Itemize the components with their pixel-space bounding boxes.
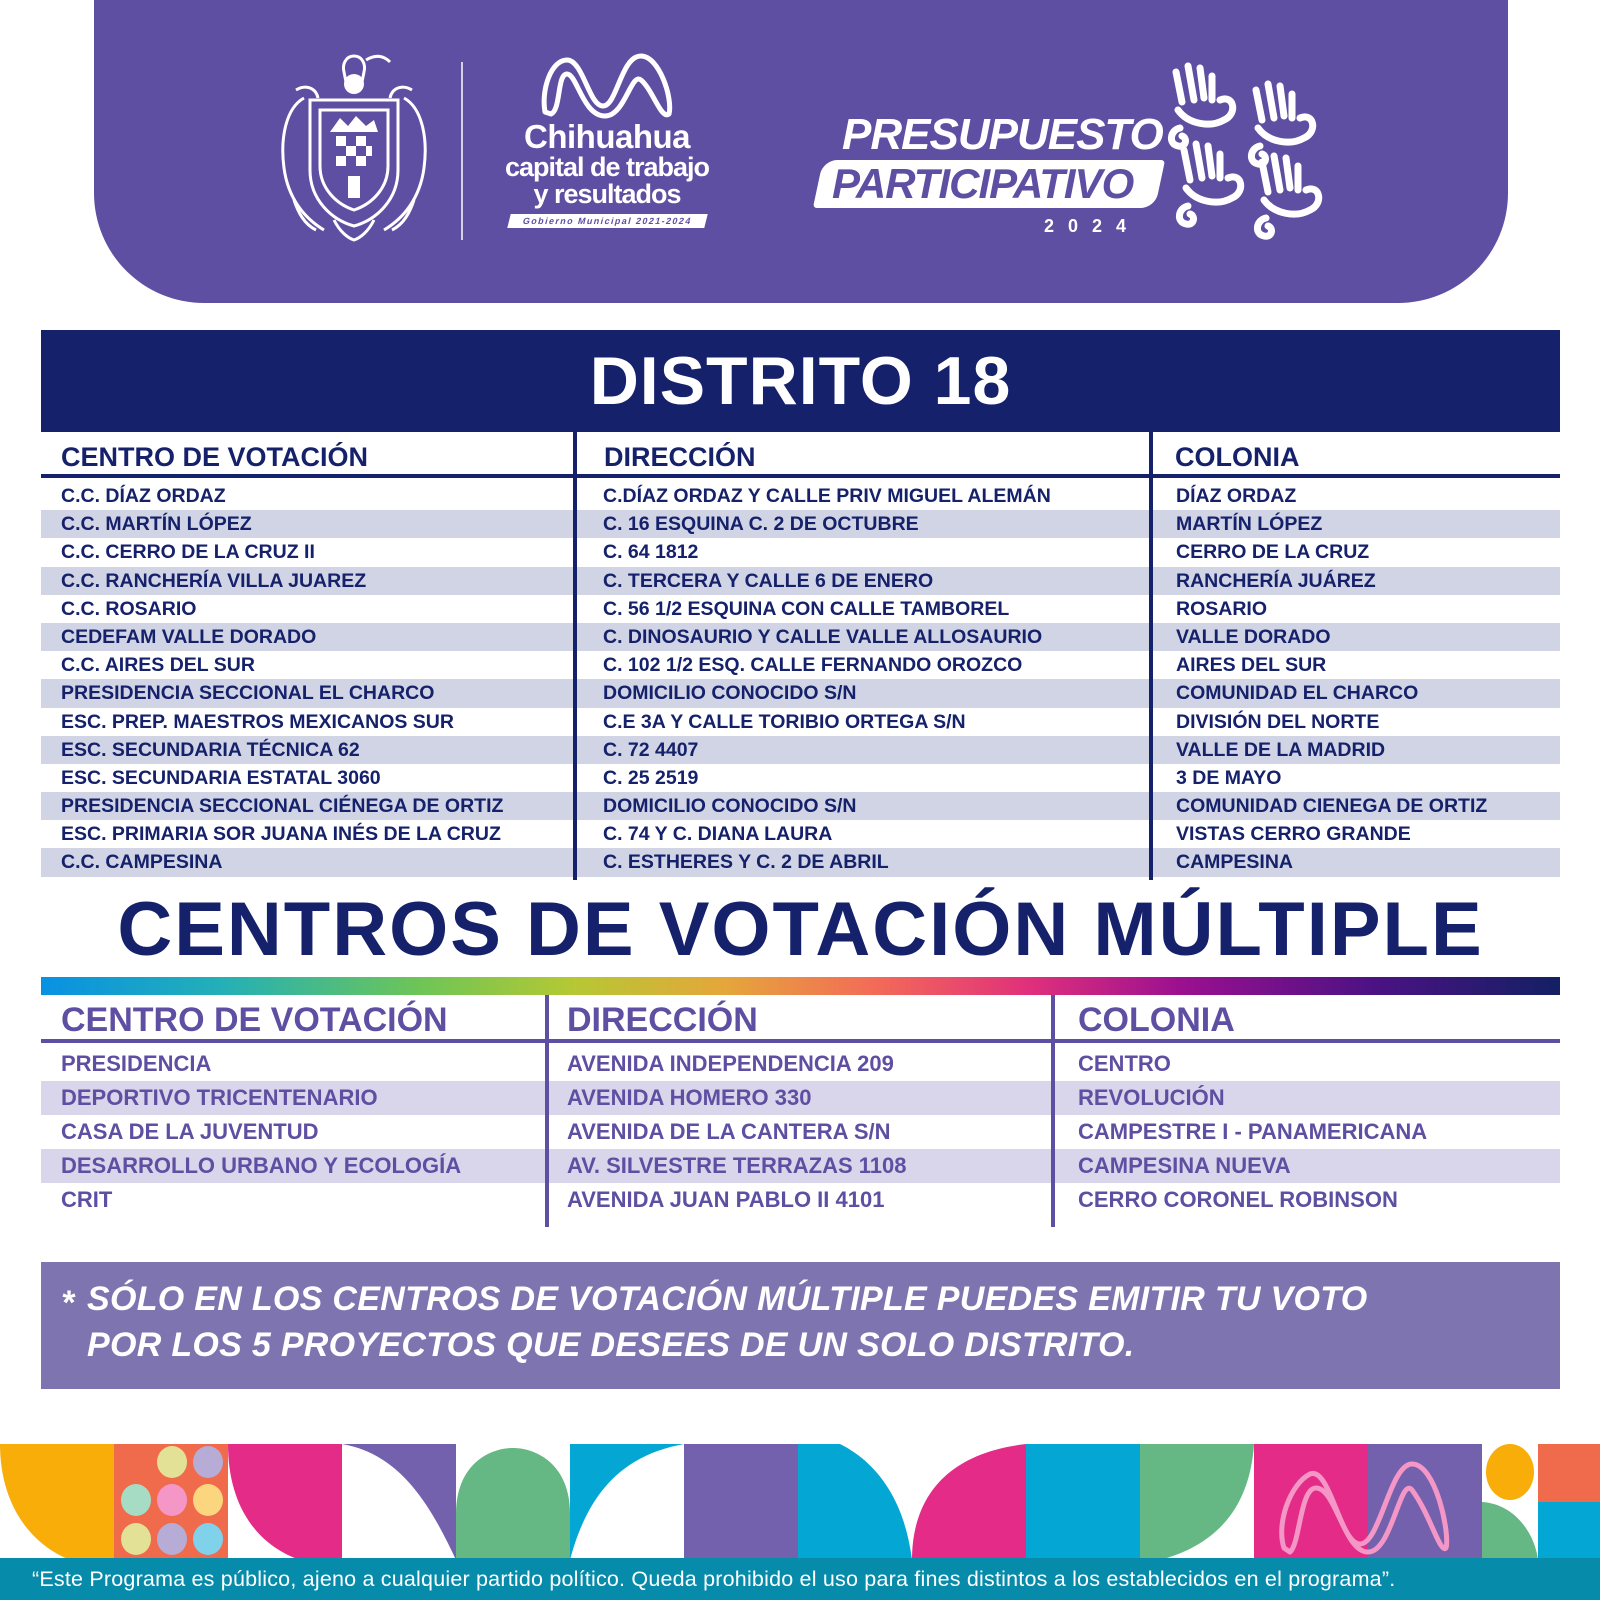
cell-centro: PRESIDENCIA (61, 1051, 212, 1076)
municipal-logo (482, 50, 732, 250)
cell-centro: C.C. CERRO DE LA CRUZ II (61, 541, 315, 564)
district-table (41, 432, 1560, 880)
district-rows (41, 482, 1560, 877)
cell-direccion: AV. SILVESTRE TERRAZAS 1108 (567, 1153, 907, 1178)
table-row (41, 764, 1560, 792)
cell-direccion: C. 56 1/2 ESQUINA CON CALLE TAMBOREL (603, 597, 1010, 620)
cell-direccion: C. 25 2519 (603, 766, 699, 789)
cell-colonia: CAMPESINA (1176, 851, 1294, 874)
table-row (41, 1149, 1560, 1183)
cell-direccion: DOMICILIO CONOCIDO S/N (603, 682, 857, 705)
cell-centro: C.C. DÍAZ ORDAZ (61, 485, 226, 507)
cell-direccion: C. 72 4407 (603, 738, 699, 761)
table-row (41, 651, 1560, 679)
table-row (41, 708, 1560, 736)
table-row (41, 1115, 1560, 1149)
cell-colonia: CERRO CORONEL ROBINSON (1078, 1187, 1398, 1212)
cell-centro: C.C. ROSARIO (61, 597, 197, 620)
column-divider (573, 432, 577, 880)
cell-colonia: DIVISIÓN DEL NORTE (1176, 710, 1380, 733)
cell-direccion: C. ESTHERES Y C. 2 DE ABRIL (603, 851, 889, 874)
column-divider (1149, 432, 1153, 880)
cell-colonia: RANCHERÍA JUÁREZ (1176, 569, 1376, 592)
city-tagline-1: capital de trabajo (504, 152, 710, 182)
cell-colonia: 3 DE MAYO (1176, 766, 1282, 789)
cell-centro: C.C. RANCHERÍA VILLA JUAREZ (61, 569, 367, 592)
column-divider (545, 995, 549, 1227)
cell-direccion: C.DÍAZ ORDAZ Y CALLE PRIV MIGUEL ALEMÁN (603, 485, 1051, 507)
cell-centro: ESC. SECUNDARIA ESTATAL 3060 (61, 766, 381, 789)
table-row (41, 1047, 1560, 1081)
participatory-budget-logo (812, 56, 1332, 246)
city-tagline-2: y resultados (533, 179, 681, 209)
program-title-line1: PRESUPUESTO (842, 110, 1163, 159)
government-label: Gobierno Municipal 2021-2024 (507, 214, 707, 228)
table-row (41, 736, 1560, 764)
table-row (41, 792, 1560, 820)
cell-centro: PRESIDENCIA SECCIONAL CIÉNEGA DE ORTIZ (61, 795, 504, 818)
column-header-direccion: DIRECCIÓN (567, 1001, 758, 1039)
column-divider (1051, 995, 1055, 1227)
cell-centro: CASA DE LA JUVENTUD (61, 1119, 319, 1144)
cell-centro: C.C. CAMPESINA (61, 851, 223, 874)
cell-centro: PRESIDENCIA SECCIONAL EL CHARCO (61, 682, 435, 705)
cell-colonia: CAMPESTRE I - PANAMERICANA (1078, 1119, 1428, 1144)
cell-direccion: C.E 3A Y CALLE TORIBIO ORTEGA S/N (603, 710, 966, 733)
cell-colonia: COMUNIDAD CIENEGA DE ORTIZ (1176, 795, 1488, 818)
cell-colonia: CAMPESINA NUEVA (1078, 1153, 1291, 1178)
table-row (41, 482, 1560, 510)
cell-direccion: C. DINOSAURIO Y CALLE VALLE ALLOSAURIO (603, 625, 1043, 648)
cell-direccion: AVENIDA JUAN PABLO II 4101 (567, 1187, 885, 1212)
table-row (41, 595, 1560, 623)
district-title: DISTRITO 18 (41, 330, 1560, 432)
multiple-centers-note (41, 1262, 1560, 1389)
note-line-2: POR LOS 5 PROYECTOS QUE DESEES DE UN SOLO DISTRITO. (87, 1326, 1135, 1364)
header-divider (461, 62, 463, 240)
table-row (41, 510, 1560, 538)
cell-direccion: AVENIDA HOMERO 330 (567, 1085, 812, 1110)
note-asterisk: * (61, 1284, 75, 1322)
column-header-colonia: COLONIA (1175, 442, 1300, 472)
cell-direccion: C. 102 1/2 ESQ. CALLE FERNANDO OROZCO (603, 654, 1023, 677)
table-row (41, 567, 1560, 595)
multiple-centers-title: CENTROS DE VOTACIÓN MÚLTIPLE (117, 887, 1484, 972)
cell-direccion: C. 74 Y C. DIANA LAURA (603, 823, 833, 846)
column-header-centro: CENTRO DE VOTACIÓN (61, 1001, 448, 1039)
cell-colonia: MARTÍN LÓPEZ (1176, 513, 1323, 536)
city-name: Chihuahua (524, 118, 690, 155)
table-row (41, 623, 1560, 651)
cell-colonia: AIRES DEL SUR (1176, 654, 1327, 677)
program-title-line2: PARTICIPATIVO (832, 160, 1134, 207)
column-header-colonia: COLONIA (1078, 1001, 1235, 1039)
multiple-centers-table (41, 995, 1560, 1227)
cell-centro: C.C. MARTÍN LÓPEZ (61, 513, 252, 536)
coat-of-arms-icon (274, 50, 434, 245)
rainbow-divider (41, 977, 1560, 995)
cell-direccion: DOMICILIO CONOCIDO S/N (603, 795, 857, 818)
cell-direccion: AVENIDA DE LA CANTERA S/N (567, 1119, 891, 1144)
cell-direccion: AVENIDA INDEPENDENCIA 209 (567, 1051, 894, 1076)
header-banner (94, 0, 1508, 303)
table-row (41, 1183, 1560, 1217)
column-header-direccion: DIRECCIÓN (604, 442, 756, 472)
cell-colonia: VALLE DE LA MADRID (1176, 738, 1386, 761)
cell-centro: DESARROLLO URBANO Y ECOLOGÍA (61, 1153, 462, 1178)
table-row (41, 1081, 1560, 1115)
multiple-rows (41, 1047, 1560, 1217)
cell-centro: ESC. PRIMARIA SOR JUANA INÉS DE LA CRUZ (61, 823, 501, 846)
program-year: 2024 (1044, 216, 1141, 236)
column-header-centro: CENTRO DE VOTACIÓN (61, 442, 369, 472)
cell-colonia: CENTRO (1078, 1051, 1171, 1076)
table-row (41, 538, 1560, 566)
decorative-pattern (0, 1444, 1600, 1560)
legal-disclaimer: “Este Programa es público, ajeno a cualquier partido político. Queda prohibido el uso para fines distintos a los establecidos en el programa”. (0, 1558, 1600, 1600)
cell-centro: ESC. SECUNDARIA TÉCNICA 62 (61, 738, 360, 761)
cell-colonia: COMUNIDAD EL CHARCO (1176, 682, 1419, 705)
cell-direccion: C. 64 1812 (603, 541, 699, 564)
cell-direccion: C. 16 ESQUINA C. 2 DE OCTUBRE (603, 513, 919, 536)
cell-colonia: REVOLUCIÓN (1078, 1085, 1225, 1110)
cell-centro: CRIT (61, 1187, 113, 1212)
wave-logo-icon (537, 50, 677, 120)
cell-centro: ESC. PREP. MAESTROS MEXICANOS SUR (61, 710, 454, 733)
table-row (41, 848, 1560, 876)
cell-colonia: CERRO DE LA CRUZ (1176, 541, 1370, 564)
cell-centro: DEPORTIVO TRICENTENARIO (61, 1085, 378, 1110)
cell-colonia: VISTAS CERRO GRANDE (1176, 823, 1411, 846)
cell-colonia: VALLE DORADO (1176, 625, 1331, 648)
note-line-1: SÓLO EN LOS CENTROS DE VOTACIÓN MÚLTIPLE PUEDES EMITIR TU VOTO (87, 1280, 1368, 1318)
table-row (41, 679, 1560, 707)
cell-direccion: C. TERCERA Y CALLE 6 DE ENERO (603, 569, 934, 592)
header-underline (41, 474, 1560, 478)
table-row (41, 820, 1560, 848)
cell-colonia: ROSARIO (1176, 597, 1268, 620)
cell-centro: CEDEFAM VALLE DORADO (61, 625, 317, 648)
header-underline (41, 1039, 1560, 1043)
cell-centro: C.C. AIRES DEL SUR (61, 654, 255, 677)
cell-colonia: DÍAZ ORDAZ (1176, 485, 1297, 507)
raised-hands-icon (1158, 50, 1328, 240)
